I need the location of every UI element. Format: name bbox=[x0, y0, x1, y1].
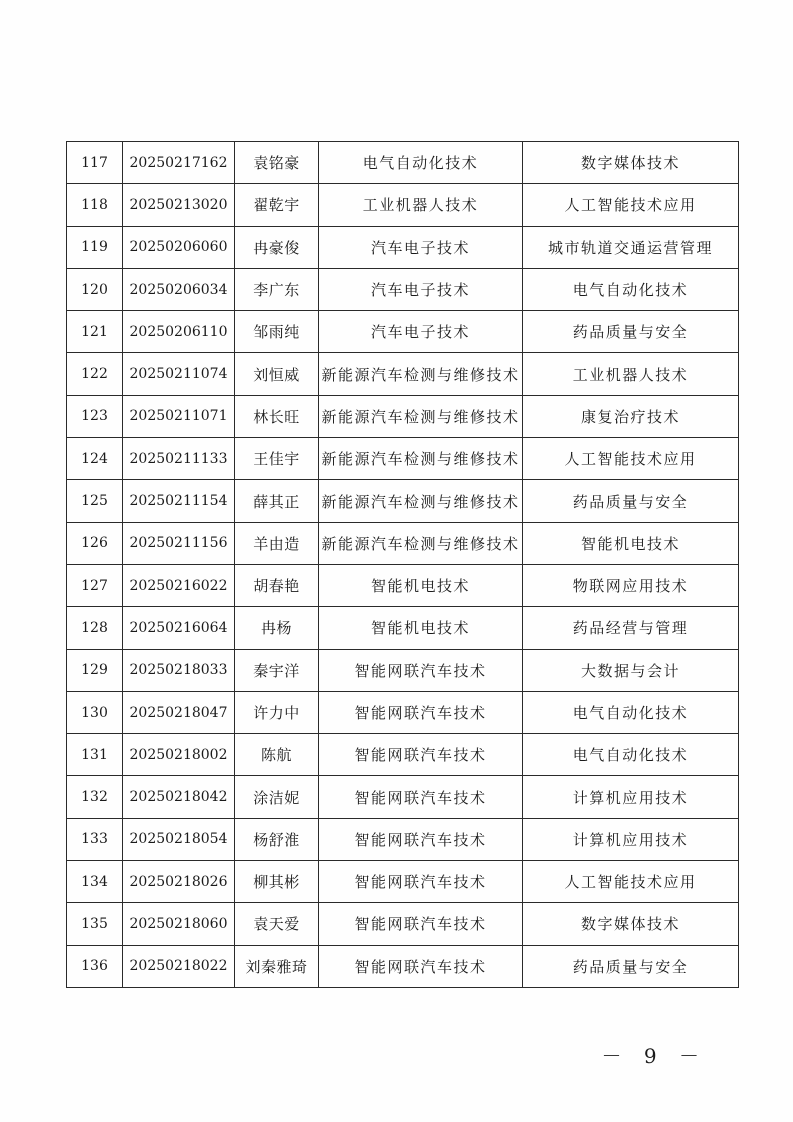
table-row bbox=[67, 649, 739, 691]
cell-student-id: 20250216022 bbox=[123, 564, 235, 606]
cell-target-major: 大数据与会计 bbox=[523, 649, 739, 691]
cell-target-major: 药品经营与管理 bbox=[523, 607, 739, 649]
table-row bbox=[67, 734, 739, 776]
cell-student-name: 杨舒淮 bbox=[235, 818, 319, 860]
cell-student-name: 羊由造 bbox=[235, 522, 319, 564]
cell-target-major: 电气自动化技术 bbox=[523, 734, 739, 776]
cell-student-id: 20250206034 bbox=[123, 268, 235, 310]
cell-student-name: 薛其正 bbox=[235, 480, 319, 522]
cell-student-name: 王佳宇 bbox=[235, 438, 319, 480]
cell-student-name: 冉豪俊 bbox=[235, 226, 319, 268]
cell-target-major: 计算机应用技术 bbox=[523, 776, 739, 818]
cell-seq-no: 118 bbox=[67, 184, 123, 226]
cell-seq-no: 129 bbox=[67, 649, 123, 691]
table-row bbox=[67, 184, 739, 226]
cell-student-id: 20250218002 bbox=[123, 734, 235, 776]
cell-seq-no: 131 bbox=[67, 734, 123, 776]
cell-original-major: 工业机器人技术 bbox=[319, 184, 523, 226]
table-row bbox=[67, 691, 739, 733]
cell-student-name: 胡春艳 bbox=[235, 564, 319, 606]
cell-seq-no: 128 bbox=[67, 607, 123, 649]
cell-student-id: 20250206060 bbox=[123, 226, 235, 268]
cell-student-name: 刘秦雅琦 bbox=[235, 945, 319, 987]
cell-target-major: 城市轨道交通运营管理 bbox=[523, 226, 739, 268]
cell-target-major: 药品质量与安全 bbox=[523, 945, 739, 987]
cell-original-major: 新能源汽车检测与维修技术 bbox=[319, 438, 523, 480]
cell-student-name: 秦宇洋 bbox=[235, 649, 319, 691]
table-row bbox=[67, 776, 739, 818]
cell-seq-no: 122 bbox=[67, 353, 123, 395]
cell-student-name: 袁天爱 bbox=[235, 903, 319, 945]
cell-student-name: 李广东 bbox=[235, 268, 319, 310]
cell-original-major: 智能网联汽车技术 bbox=[319, 861, 523, 903]
cell-target-major: 人工智能技术应用 bbox=[523, 184, 739, 226]
table-row bbox=[67, 438, 739, 480]
cell-original-major: 汽车电子技术 bbox=[319, 226, 523, 268]
cell-student-id: 20250218042 bbox=[123, 776, 235, 818]
cell-seq-no: 126 bbox=[67, 522, 123, 564]
table-row bbox=[67, 395, 739, 437]
cell-target-major: 康复治疗技术 bbox=[523, 395, 739, 437]
cell-student-name: 刘恒威 bbox=[235, 353, 319, 395]
cell-original-major: 智能机电技术 bbox=[319, 564, 523, 606]
cell-seq-no: 124 bbox=[67, 438, 123, 480]
cell-original-major: 智能网联汽车技术 bbox=[319, 734, 523, 776]
transfer-roster-table bbox=[66, 141, 739, 988]
page-number: － 9 － bbox=[601, 1044, 707, 1068]
cell-student-name: 翟乾宇 bbox=[235, 184, 319, 226]
cell-student-id: 20250211133 bbox=[123, 438, 235, 480]
roster-body bbox=[67, 142, 739, 988]
cell-target-major: 人工智能技术应用 bbox=[523, 438, 739, 480]
cell-student-name: 陈航 bbox=[235, 734, 319, 776]
cell-seq-no: 135 bbox=[67, 903, 123, 945]
table-row bbox=[67, 903, 739, 945]
cell-student-name: 柳其彬 bbox=[235, 861, 319, 903]
cell-original-major: 智能网联汽车技术 bbox=[319, 776, 523, 818]
cell-seq-no: 130 bbox=[67, 691, 123, 733]
cell-seq-no: 134 bbox=[67, 861, 123, 903]
cell-student-id: 20250216064 bbox=[123, 607, 235, 649]
cell-student-id: 20250211156 bbox=[123, 522, 235, 564]
cell-student-name: 涂洁妮 bbox=[235, 776, 319, 818]
table-row bbox=[67, 480, 739, 522]
cell-student-id: 20250211071 bbox=[123, 395, 235, 437]
cell-original-major: 智能网联汽车技术 bbox=[319, 649, 523, 691]
cell-target-major: 计算机应用技术 bbox=[523, 818, 739, 860]
cell-seq-no: 136 bbox=[67, 945, 123, 987]
cell-seq-no: 125 bbox=[67, 480, 123, 522]
cell-original-major: 智能网联汽车技术 bbox=[319, 903, 523, 945]
cell-target-major: 工业机器人技术 bbox=[523, 353, 739, 395]
cell-original-major: 智能网联汽车技术 bbox=[319, 945, 523, 987]
cell-student-name: 袁铭豪 bbox=[235, 142, 319, 184]
cell-original-major: 汽车电子技术 bbox=[319, 268, 523, 310]
cell-student-name: 邹雨纯 bbox=[235, 311, 319, 353]
table-row bbox=[67, 226, 739, 268]
cell-seq-no: 119 bbox=[67, 226, 123, 268]
cell-original-major: 新能源汽车检测与维修技术 bbox=[319, 522, 523, 564]
cell-student-id: 20250218047 bbox=[123, 691, 235, 733]
table-row bbox=[67, 607, 739, 649]
cell-original-major: 新能源汽车检测与维修技术 bbox=[319, 353, 523, 395]
table-row bbox=[67, 945, 739, 987]
cell-student-name: 林长旺 bbox=[235, 395, 319, 437]
cell-original-major: 新能源汽车检测与维修技术 bbox=[319, 480, 523, 522]
table-row bbox=[67, 861, 739, 903]
cell-student-id: 20250218054 bbox=[123, 818, 235, 860]
cell-student-id: 20250211074 bbox=[123, 353, 235, 395]
cell-seq-no: 132 bbox=[67, 776, 123, 818]
cell-student-id: 20250218033 bbox=[123, 649, 235, 691]
cell-target-major: 数字媒体技术 bbox=[523, 903, 739, 945]
cell-target-major: 药品质量与安全 bbox=[523, 311, 739, 353]
table-row bbox=[67, 564, 739, 606]
cell-student-id: 20250218022 bbox=[123, 945, 235, 987]
table-row bbox=[67, 311, 739, 353]
cell-seq-no: 127 bbox=[67, 564, 123, 606]
table-row bbox=[67, 522, 739, 564]
cell-student-id: 20250211154 bbox=[123, 480, 235, 522]
table-row bbox=[67, 268, 739, 310]
cell-student-id: 20250217162 bbox=[123, 142, 235, 184]
cell-student-id: 20250218026 bbox=[123, 861, 235, 903]
cell-student-id: 20250213020 bbox=[123, 184, 235, 226]
cell-target-major: 药品质量与安全 bbox=[523, 480, 739, 522]
table-row bbox=[67, 142, 739, 184]
cell-target-major: 电气自动化技术 bbox=[523, 268, 739, 310]
cell-seq-no: 123 bbox=[67, 395, 123, 437]
cell-original-major: 智能网联汽车技术 bbox=[319, 818, 523, 860]
cell-student-name: 许力中 bbox=[235, 691, 319, 733]
cell-original-major: 汽车电子技术 bbox=[319, 311, 523, 353]
cell-seq-no: 120 bbox=[67, 268, 123, 310]
cell-original-major: 智能机电技术 bbox=[319, 607, 523, 649]
table-row bbox=[67, 353, 739, 395]
cell-original-major: 智能网联汽车技术 bbox=[319, 691, 523, 733]
cell-original-major: 新能源汽车检测与维修技术 bbox=[319, 395, 523, 437]
cell-target-major: 物联网应用技术 bbox=[523, 564, 739, 606]
cell-target-major: 人工智能技术应用 bbox=[523, 861, 739, 903]
cell-student-id: 20250206110 bbox=[123, 311, 235, 353]
cell-original-major: 电气自动化技术 bbox=[319, 142, 523, 184]
cell-target-major: 电气自动化技术 bbox=[523, 691, 739, 733]
cell-seq-no: 133 bbox=[67, 818, 123, 860]
cell-student-id: 20250218060 bbox=[123, 903, 235, 945]
cell-seq-no: 117 bbox=[67, 142, 123, 184]
cell-student-name: 冉杨 bbox=[235, 607, 319, 649]
table-row bbox=[67, 818, 739, 860]
cell-seq-no: 121 bbox=[67, 311, 123, 353]
cell-target-major: 数字媒体技术 bbox=[523, 142, 739, 184]
cell-target-major: 智能机电技术 bbox=[523, 522, 739, 564]
